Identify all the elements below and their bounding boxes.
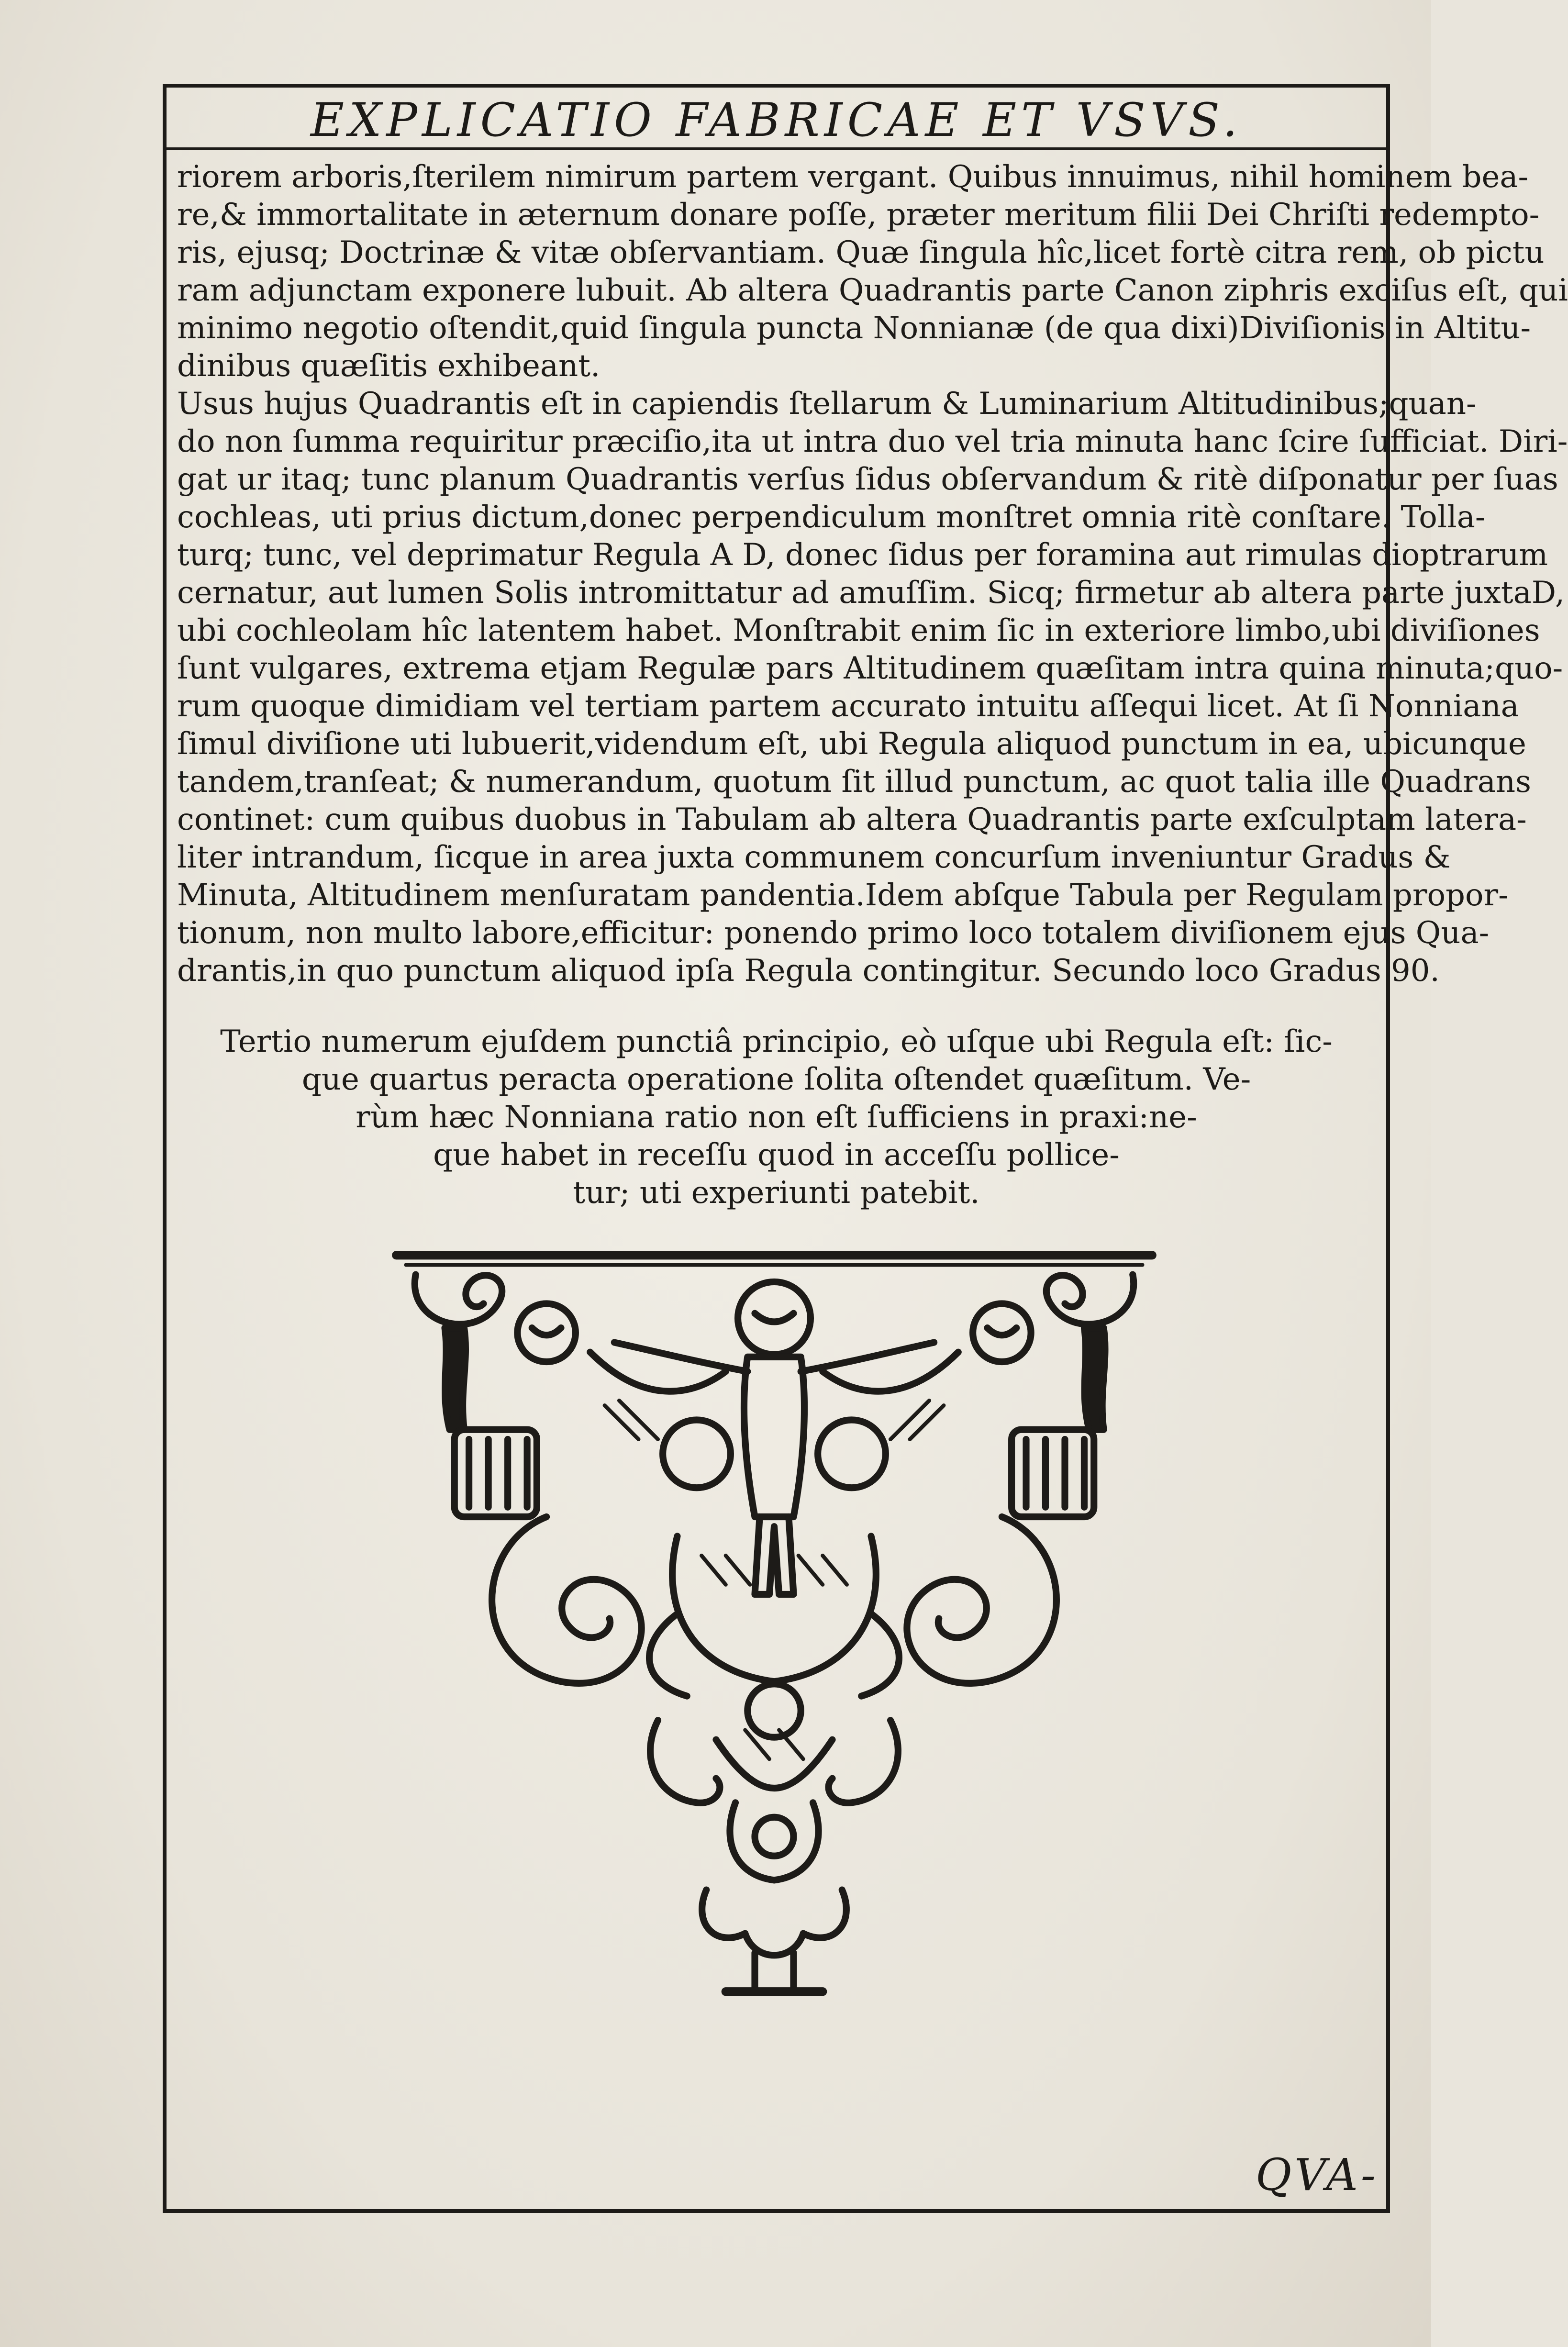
text-line: rùm hæc Nonniana ratio non eſt ſufficiens in praxi:ne- (356, 1100, 1197, 1135)
tailpiece-ornament-icon (387, 1246, 1162, 2021)
text-line: tandem,tranſeat; & numerandum, quotum ſit illud punctum, ac quot talia ille Quadrans (177, 764, 1531, 800)
catchword: QVA- (1255, 2149, 1379, 2201)
text-line: drantis,in quo punctum aliquod ipſa Regula contingitur. Secundo loco Gradus 90. (177, 953, 1440, 989)
text-line: Usus hujus Quadrantis eſt in capiendis ſtellarum & Luminarium Altitudinibus;quan- (177, 386, 1477, 422)
text-line: cochleas, uti prius dictum,donec perpendiculum monſtret omnia ritè conſtare. Tolla- (177, 500, 1486, 535)
text-line: ſimul diviſione uti lubuerit,videndum eſt, ubi Regula aliquod punctum in ea, ubicunque (177, 726, 1526, 762)
body-text (177, 158, 1568, 990)
text-line: ram adjunctam exponere lubuit. Ab altera Quadrantis parte Canon ziphris exciſus eſt, qui (177, 273, 1568, 308)
header-rule (167, 147, 1386, 150)
text-line: re,& immortalitate in æternum donare poſſe, præter meritum filii Dei Chriſti redempto- (177, 197, 1540, 233)
text-line: cernatur, aut lumen Solis intromittatur ad amuſſim. Sicq; firmetur ab altera parte juxtaD, (177, 575, 1565, 611)
text-line: Tertio numerum ejuſdem punctiâ principio, eò uſque ubi Regula eſt: ſic- (220, 1024, 1333, 1059)
text-line: gat ur itaq; tunc planum Quadrantis verſus ſidus obſervandum & ritè diſponatur per ſuas (177, 462, 1558, 497)
running-head: EXPLICATIO FABRICAE ET VSVS. (310, 93, 1242, 147)
text-line: que quartus peracta operatione ſolita oſtendet quæſitum. Ve- (301, 1062, 1251, 1097)
text-line: turq; tunc, vel deprimatur Regula A D, donec ſidus per foramina aut rimulas dioptrarum (177, 537, 1548, 573)
page-frame (163, 84, 1568, 2213)
text-line: do non ſumma requiritur præciſio,ita ut intra duo vel tria minuta hanc ſcire ſufficiat. Diri- (177, 424, 1568, 459)
text-line: riorem arboris,ſterilem nimirum partem vergant. Quibus innuimus, nihil hominem bea- (177, 159, 1529, 195)
text-line: Minuta, Altitudinem menſuratam pandentia.Idem abſque Tabula per Regulam propor- (177, 878, 1509, 913)
text-line: ris, ejusq; Doctrinæ & vitæ obſervantiam. Quæ ſingula hîc,licet fortè citra rem, ob pictu (177, 235, 1545, 270)
text-line: ubi cochleolam hîc latentem habet. Monſtrabit enim ſic in exteriore limbo,ubi diviſiones (177, 613, 1540, 648)
tapered-paragraph-end (167, 1023, 1386, 1212)
text-line: minimo negotio oſtendit,quid ſingula puncta Nonnianæ (de qua dixi)Diviſionis in Altitu- (177, 311, 1531, 346)
text-line: continet: cum quibus duobus in Tabulam ab altera Quadrantis parte exſculptam latera- (177, 802, 1527, 837)
text-line: liter intrandum, ſicque in area juxta communem concurſum inveniuntur Gradus & (177, 840, 1451, 875)
text-line: rum quoque dimidiam vel tertiam partem accurato intuitu aſſequi licet. At ſi Nonniana (177, 689, 1519, 724)
text-line: ſunt vulgares, extrema etjam Regulæ pars Altitudinem quæſitam intra quina minuta;quo- (177, 651, 1563, 686)
text-line: dinibus quæſitis exhibeant. (177, 348, 601, 384)
text-line: que habet in receſſu quod in acceſſu pollice- (433, 1137, 1120, 1173)
text-line: tionum, non multo labore,efficitur: ponendo primo loco totalem diviſionem ejus Qua- (177, 915, 1490, 951)
text-line: tur; uti experiunti patebit. (573, 1175, 980, 1211)
